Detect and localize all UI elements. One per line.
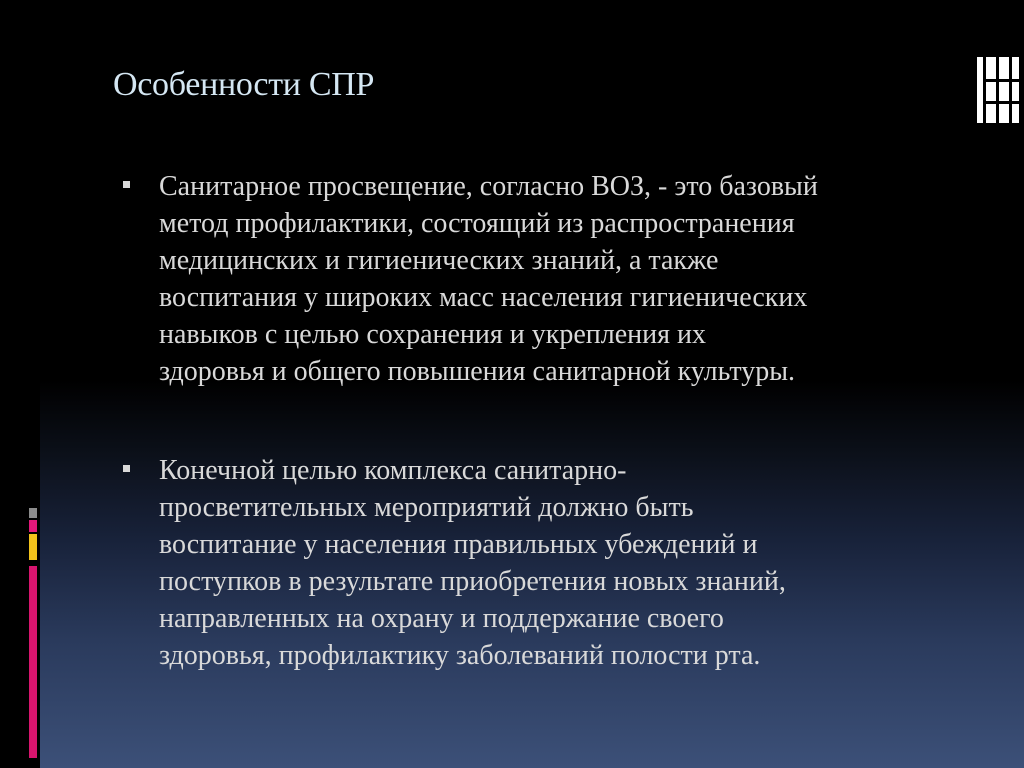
bullet-item [123, 168, 983, 390]
bars-decoration-icon [977, 57, 1019, 123]
bullet-line: Санитарное просвещение, согласно ВОЗ, - это базовый [159, 171, 818, 202]
square-bullet-icon [123, 181, 130, 188]
bullet-line: воспитание у населения правильных убеждений и [159, 529, 758, 560]
decoration-bar [977, 57, 983, 123]
square-bullet-icon [123, 465, 130, 472]
bullet-line: метод профилактики, состоящий из распространения [159, 208, 795, 239]
bullet-line: Конечной целью комплекса санитарно- [159, 455, 627, 486]
bullet-line: поступков в результате приобретения новых знаний, [159, 566, 786, 597]
accent-magenta-bar [29, 566, 37, 758]
bullet-line: навыков с целью сохранения и укрепления их [159, 319, 706, 350]
left-side-strip [0, 0, 40, 768]
decoration-gap [986, 79, 1019, 82]
bullet-item [123, 452, 983, 674]
decoration-bar [986, 57, 996, 123]
accent-gray-block [29, 508, 37, 518]
decoration-gap [986, 101, 1019, 104]
bullet-list [123, 168, 983, 736]
bullet-line: медицинских и гигиенических знаний, а также [159, 245, 719, 276]
bullet-line: здоровья и общего повышения санитарной культуры. [159, 356, 796, 387]
decoration-bar [1012, 57, 1019, 123]
bullet-line: направленных на охрану и поддержание своего [159, 603, 724, 634]
slide-title: Особенности СПР [113, 66, 375, 103]
accent-pink-block [29, 520, 37, 532]
bullet-line: просветительных мероприятий должно быть [159, 492, 694, 523]
bullet-line: здоровья, профилактику заболеваний полости рта. [159, 640, 761, 671]
decoration-bar [999, 57, 1009, 123]
accent-yellow-block [29, 534, 37, 560]
bullet-line: воспитания у широких масс населения гигиенических [159, 282, 808, 313]
